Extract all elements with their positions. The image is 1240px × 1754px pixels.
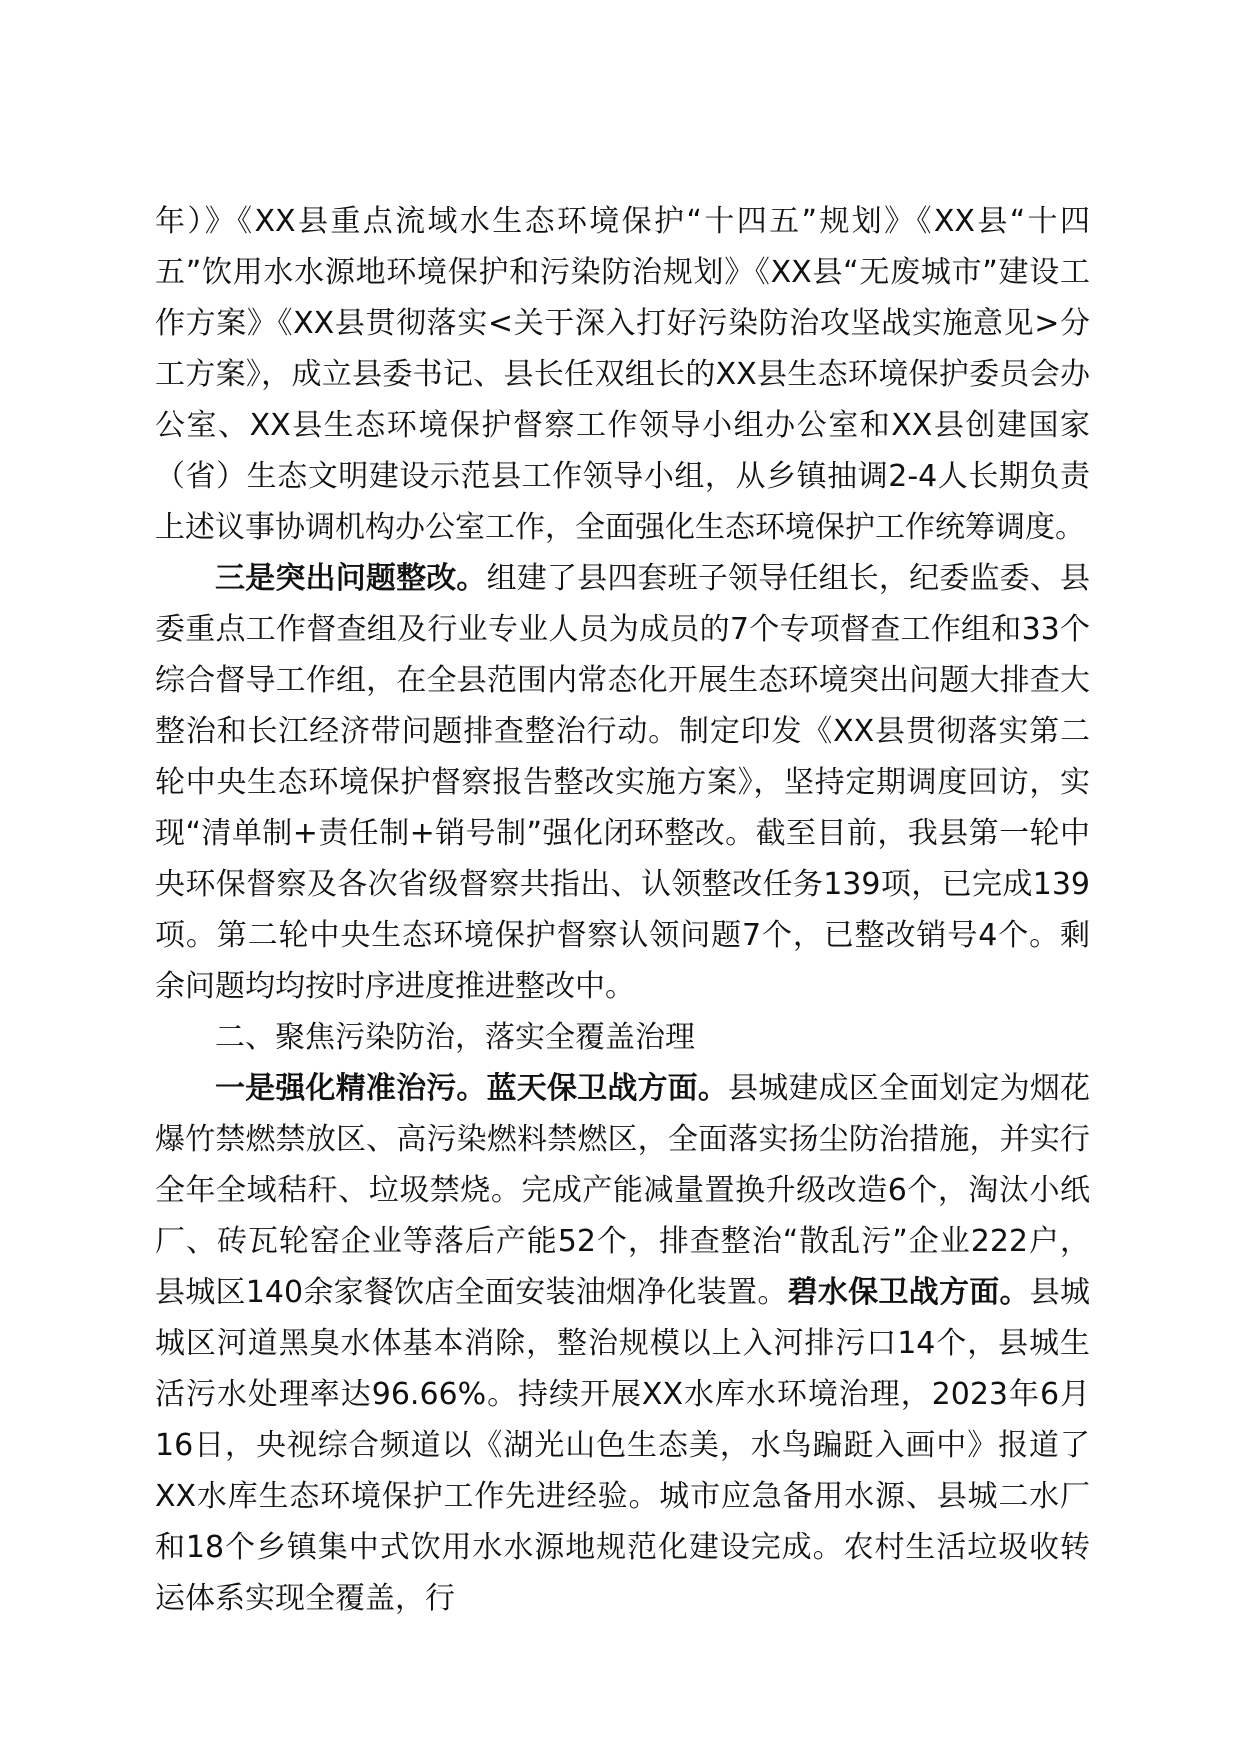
document-body	[155, 196, 1090, 1624]
paragraph-lead-bold: 一是强化精准治污。蓝天保卫战方面。	[215, 1071, 729, 1106]
paragraph-body: 组建了县四套班子领导任组长，纪委监委、县委重点工作督查组及行业专业人员为成员的7个专项督查工作组和33个综合督导工作组，在全县范围内常态化开展生态环境突出问题大排查大整治和长江经济带问题排查整治行动。制定印发《XX县贯彻落实第二轮中央生态环境保护督察报告整改实施方案》，坚持定期调度回访，实现“清单制+责任制+销号制”强化闭环整改。截至目前，我县第一轮中央环保督察及各次省级督察共指出、认领整改任务139项，已完成139项。第二轮中央生态环境保护督察认领问题7个，已整改销号4个。剩余问题均均按时序进度推进整改中。	[155, 561, 1091, 1004]
paragraph-body: 县城建成区全面划定为烟花爆竹禁燃禁放区、高污染燃料禁燃区，全面落实扬尘防治措施，并实行全年全域秸秆、垃圾禁烧。完成产能减量置换升级改造6个，淘汰小纸厂、砖瓦轮窑企业等落后产能52个，排查整治“散乱污”企业222户，县城区140余家餐饮店全面安装油烟净化装置。	[155, 1071, 1091, 1310]
section-heading: 二、聚焦污染防治，落实全覆盖治理	[215, 1020, 695, 1055]
paragraph-body: 县城城区河道黑臭水体基本消除，整治规模以上入河排污口14个，县城生活污水处理率达96.66%。持续开展XX水库水环境治理，2023年6月16日，央视综合频道以《湖光山色生态美，水鸟蹁跹入画中》报道了XX水库生态环境保护工作先进经验。城市应急备用水源、县城二水厂和18个乡镇集中式饮用水水源地规范化建设完成。农村生活垃圾收转运体系实现全覆盖，行	[155, 1275, 1091, 1616]
paragraph-pollution-control	[155, 1063, 1090, 1624]
paragraph-continuation: 年）》《XX县重点流域水生态环境保护“十四五”规划》《XX县“十四五”饮用水水源地环境保护和污染防治规划》《XX县“无废城市”建设工作方案》《XX县贯彻落实<关于深入打好污染防治攻坚战实施意见>分工方案》，成立县委书记、县长任双组长的XX县生态环境保护委员会办公室、XX县生态环境保护督察工作领导小组办公室和XX县创建国家（省）生态文明建设示范县工作领导小组，从乡镇抽调2-4人长期负责上述议事协调机构办公室工作，全面强化生态环境保护工作统筹调度。	[155, 204, 1090, 545]
paragraph-lead-bold: 三是突出问题整改。	[215, 561, 487, 596]
paragraph-subhead-bold: 碧水保卫战方面。	[787, 1275, 1030, 1310]
paragraph-problem-rectification	[155, 553, 1090, 1012]
